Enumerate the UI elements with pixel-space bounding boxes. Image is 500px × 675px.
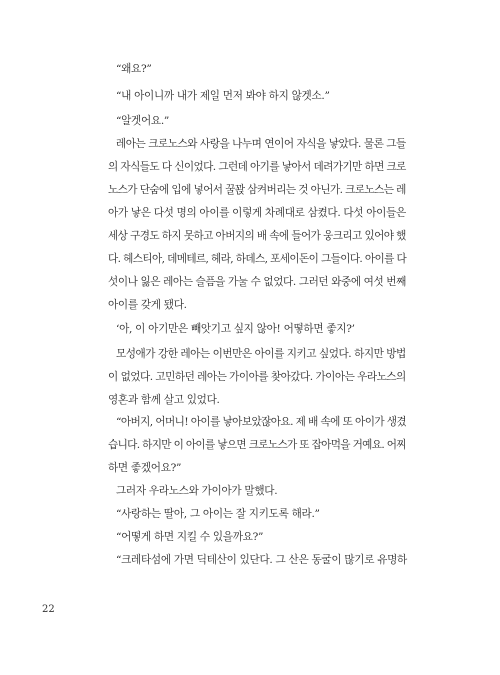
paragraph-10 xyxy=(108,526,414,549)
text-line: 세상 구경도 하지 못하고 아버지의 배 속에 들어가 웅크리고 있어야 했 xyxy=(108,230,406,242)
text-line: 그러자 우라노스와 가이아가 말했다. xyxy=(116,485,278,497)
text-line: 습니다. 하지만 이 아이를 낳으면 크로노스가 또 잡아먹을 거예요. 어찌 xyxy=(108,439,406,451)
text-line: 모성애가 강한 레아는 이번만은 아이를 지키고 싶었다. 하지만 방법 xyxy=(116,348,406,360)
text-line: “어떻게 하면 지킬 수 있을까요?” xyxy=(116,531,264,543)
text-line: 하면 좋겠어요?” xyxy=(108,462,182,474)
paragraph-7 xyxy=(108,411,406,480)
text-line: “왜요?” xyxy=(116,63,152,75)
text-line: 아가 낳은 다섯 명의 아이를 이렇게 차례대로 삼켰다. 다섯 아이들은 xyxy=(108,207,406,219)
text-line: “알겟어요.” xyxy=(116,115,170,127)
paragraph-11 xyxy=(108,549,414,572)
text-line: 레아는 크로노스와 사랑을 나누며 연이어 자식을 낳았다. 물론 그들 xyxy=(116,138,406,150)
paragraph-4 xyxy=(108,133,406,317)
paragraph-5 xyxy=(108,318,414,341)
paragraph-2 xyxy=(108,85,414,108)
paragraph-8 xyxy=(108,480,414,503)
page-number: 22 xyxy=(42,604,55,615)
paragraph-3 xyxy=(108,110,414,133)
text-line: “아버지, 어머니! 아이를 낳아보았잖아요. 제 배 속에 또 아이가 생겼 xyxy=(116,416,407,428)
text-line: 영혼과 함께 살고 있었다. xyxy=(108,394,220,406)
text-line: “내 아이니까 내가 제일 먼저 봐야 하지 않겟소.” xyxy=(116,90,330,102)
text-line: 아이를 갖게 됐다. xyxy=(108,299,187,311)
text-line: 노스가 단숨에 입에 넣어서 꿀꽍 삼켜버리는 것 아닌가. 크로노스는 레 xyxy=(108,184,406,196)
text-line: ‘아, 이 아기만은 빼앗기고 싶지 않아! 어떻하면 좋지?’ xyxy=(116,323,355,335)
paragraph-6 xyxy=(108,343,406,412)
text-line: 다. 헤스티아, 데메테르, 헤라, 하데스, 포세이돈이 그들이다. 아이를 다 xyxy=(108,253,407,265)
text-line: 의 자식들도 다 신이었다. 그런데 아기를 낳아서 데려가기만 하면 크로 xyxy=(108,161,406,173)
paragraph-9 xyxy=(108,503,414,526)
text-line: 섯이나 잃은 레아는 슬픔을 가눌 수 없었다. 그러던 와중에 여섯 번째 xyxy=(108,276,406,288)
text-line: “사랑하는 딸아, 그 아이는 잘 지키도록 해라.” xyxy=(116,508,320,520)
text-line: “크레타섬에 가면 딕테산이 있단다. 그 산은 동굴이 많기로 유명하 xyxy=(116,554,407,566)
paragraph-1 xyxy=(108,58,414,81)
text-line: 이 없었다. 고민하던 레아는 가이아를 찾아갔다. 가이아는 우라노스의 xyxy=(108,371,406,383)
